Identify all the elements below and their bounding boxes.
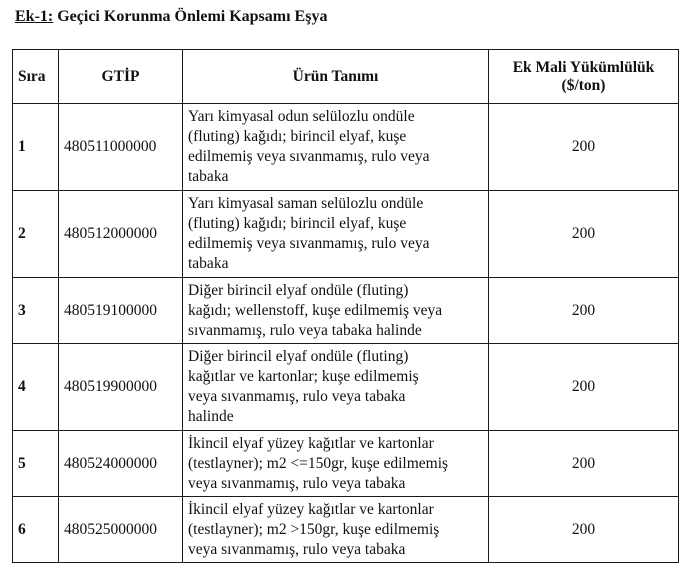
table-row: [13, 278, 679, 344]
table-row: [13, 104, 679, 191]
description-line: (testlayner); m2 >150gr, kuşe edilmemiş: [188, 520, 440, 538]
description-line: edilmemiş veya sıvanmamış, rulo veya: [188, 148, 430, 165]
header-yuk-line1: Ek Mali Yükümlülük: [512, 58, 655, 76]
table-row: [13, 344, 679, 431]
description-line: halinde: [188, 408, 234, 425]
description-line: sıvanmamış, rulo veya tabaka halinde: [188, 321, 422, 339]
row-sira-cell: 6: [13, 497, 59, 563]
row-gtip-cell: 480519100000: [59, 278, 183, 344]
header-urun-tanimi: Ürün Tanımı: [183, 50, 489, 104]
annex-title-text: Geçici Korunma Önlemi Kapsamı Eşya: [57, 8, 328, 25]
row-description-cell: [183, 497, 489, 563]
description-line: (fluting) kağıdı; birincil elyaf, kuşe: [188, 128, 407, 145]
description-line: veya sıvanmamış, rulo veya tabaka: [188, 540, 406, 558]
annex-label: Ek-1:: [15, 8, 54, 25]
description-line: veya sıvanmamış, rulo veya tabaka: [188, 388, 406, 405]
description-line: kağıtlar ve kartonlar; kuşe edilmemiş: [188, 368, 419, 385]
row-sira-cell: 2: [13, 191, 59, 278]
row-sira-cell: 5: [13, 431, 59, 497]
description-line: veya sıvanmamış, rulo veya tabaka: [188, 474, 406, 492]
row-value-cell: 200: [489, 497, 679, 563]
goods-table: [12, 49, 679, 563]
row-description-cell: [183, 104, 489, 191]
description-line: Diğer birincil elyaf ondüle (fluting): [188, 281, 409, 299]
row-value-cell: 200: [489, 104, 679, 191]
table-row: [13, 497, 679, 563]
description-line: Yarı kimyasal odun selülozlu ondüle: [188, 108, 415, 125]
header-sira: Sıra: [13, 50, 59, 104]
description-line: İkincil elyaf yüzey kağıtlar ve kartonlar: [188, 434, 434, 452]
row-sira-cell: 3: [13, 278, 59, 344]
row-gtip-cell: 480525000000: [59, 497, 183, 563]
description-line: (testlayner); m2 <=150gr, kuşe edilmemiş: [188, 454, 449, 472]
document-title: [15, 8, 327, 26]
description-line: kağıdı; wellenstoff, kuşe edilmemiş veya: [188, 301, 443, 319]
row-value-cell: 200: [489, 344, 679, 431]
description-line: tabaka: [188, 255, 229, 272]
row-value-cell: 200: [489, 278, 679, 344]
description-line: tabaka: [188, 168, 229, 185]
row-gtip-cell: 480511000000: [59, 104, 183, 191]
header-ek-mali-yukumluluk: [489, 50, 679, 104]
row-description-cell: [183, 431, 489, 497]
table-row: [13, 191, 679, 278]
row-gtip-cell: 480524000000: [59, 431, 183, 497]
header-yuk-unit: ($/ton): [561, 76, 606, 94]
description-line: Diğer birincil elyaf ondüle (fluting): [188, 348, 409, 365]
description-line: İkincil elyaf yüzey kağıtlar ve kartonlar: [188, 500, 434, 518]
table-row: [13, 431, 679, 497]
row-gtip-cell: 480519900000: [59, 344, 183, 431]
row-value-cell: 200: [489, 431, 679, 497]
description-line: Yarı kimyasal saman selülozlu ondüle: [188, 195, 424, 212]
row-description-cell: [183, 344, 489, 431]
description-line: (fluting) kağıdı; birincil elyaf, kuşe: [188, 215, 407, 232]
table-body: [13, 104, 679, 563]
row-sira-cell: 4: [13, 344, 59, 431]
row-value-cell: 200: [489, 191, 679, 278]
row-sira-cell: 1: [13, 104, 59, 191]
row-description-cell: [183, 278, 489, 344]
header-gtip: GTİP: [59, 50, 183, 104]
description-line: edilmemiş veya sıvanmamış, rulo veya: [188, 235, 430, 252]
row-description-cell: [183, 191, 489, 278]
row-gtip-cell: 480512000000: [59, 191, 183, 278]
table-header-row: [13, 50, 679, 104]
